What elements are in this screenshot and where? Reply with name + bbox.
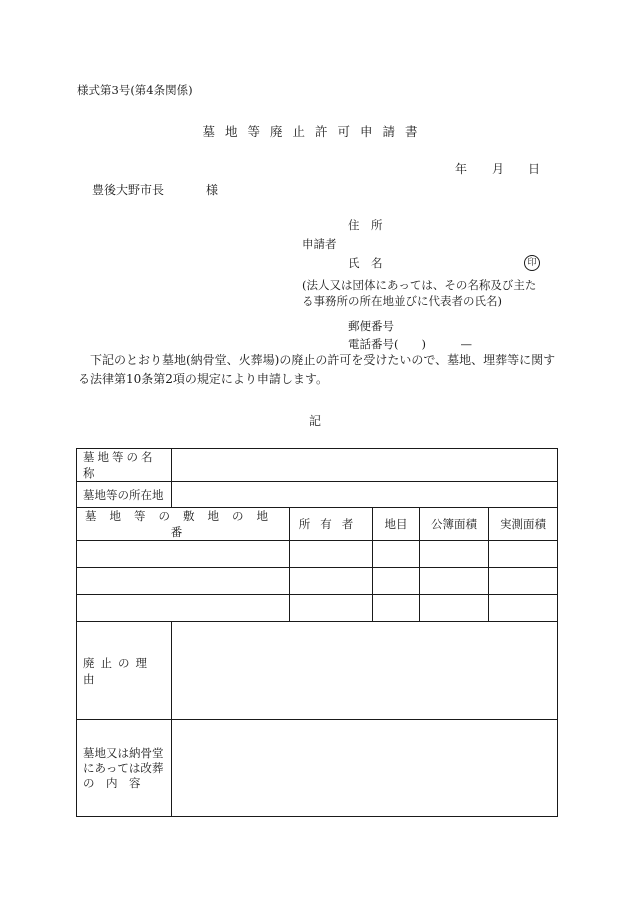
reburial-label-line3: の 内 容 <box>83 775 141 790</box>
cemetery-name-label: 墓地等の名称 <box>77 449 172 482</box>
land-category-cell[interactable] <box>373 568 420 595</box>
cemetery-location-label: 墓地等の所在地 <box>77 482 172 508</box>
ki-heading: 記 <box>308 414 321 428</box>
land-category-cell[interactable] <box>373 541 420 568</box>
registered-area-cell[interactable] <box>420 568 489 595</box>
cemetery-location-field[interactable] <box>172 482 558 508</box>
owner-cell[interactable] <box>290 595 373 622</box>
addressee-name: 豊後大野市長 <box>92 183 165 197</box>
owner-cell[interactable] <box>290 541 373 568</box>
registered-area-cell[interactable] <box>420 595 489 622</box>
phone-number-label: 電話番号( ) — <box>348 337 472 351</box>
owner-cell[interactable] <box>290 568 373 595</box>
measured-area-cell[interactable] <box>489 541 558 568</box>
applicant-address-label: 住 所 <box>348 218 383 232</box>
table-row <box>77 595 558 622</box>
registered-area-cell[interactable] <box>420 541 489 568</box>
col-header-registered-area: 公簿面積 <box>420 508 489 541</box>
reburial-content-field[interactable] <box>172 720 558 817</box>
reburial-content-label <box>77 720 172 817</box>
seal-mark: 印 <box>524 255 540 271</box>
applicant-name-label: 氏 名 <box>348 256 383 270</box>
applicant-note-line2: る事務所の所在地並びに代表者の氏名) <box>302 294 502 308</box>
row-cemetery-name <box>77 449 558 482</box>
abolition-reason-field[interactable] <box>172 622 558 720</box>
col-header-owner: 所有者 <box>290 508 373 541</box>
lot-cell[interactable] <box>77 595 290 622</box>
applicant-label: 申請者 <box>302 237 337 251</box>
form-number: 様式第3号(第4条関係) <box>77 83 193 97</box>
date-month: 月 <box>492 162 505 176</box>
col-header-measured-area: 実測面積 <box>489 508 558 541</box>
abolition-reason-label: 廃止の理由 <box>77 622 172 720</box>
application-statement: 下記のとおり墓地(納骨堂、火葬場)の廃止の許可を受けたいので、墓地、埋葬等に関する法律第10条第2項の規定により申請します。 <box>78 353 556 386</box>
table-row <box>77 568 558 595</box>
table-row <box>77 541 558 568</box>
postal-code-label: 郵便番号 <box>348 319 394 333</box>
land-category-cell[interactable] <box>373 595 420 622</box>
document-title: 墓地等廃止許可申請書 <box>202 124 428 139</box>
lot-cell[interactable] <box>77 568 290 595</box>
row-abolition-reason <box>77 622 558 720</box>
applicant-note-line1: (法人又は団体にあっては、その名称及び主た <box>302 278 537 292</box>
date-day: 日 <box>528 162 541 176</box>
cemetery-name-field[interactable] <box>172 449 558 482</box>
reburial-label-line1: 墓地又は納骨堂 <box>83 745 164 760</box>
measured-area-cell[interactable] <box>489 568 558 595</box>
application-table <box>76 448 558 817</box>
col-header-land-category: 地目 <box>373 508 420 541</box>
reburial-label-line2: にあっては改葬 <box>83 760 164 775</box>
lot-cell[interactable] <box>77 541 290 568</box>
row-cemetery-location <box>77 482 558 508</box>
col-header-lot: 墓地等の敷地の地番 <box>77 508 290 541</box>
date-year: 年 <box>455 162 468 176</box>
table-header-row <box>77 508 558 541</box>
row-reburial-content <box>77 720 558 817</box>
measured-area-cell[interactable] <box>489 595 558 622</box>
addressee-suffix: 様 <box>206 183 219 197</box>
